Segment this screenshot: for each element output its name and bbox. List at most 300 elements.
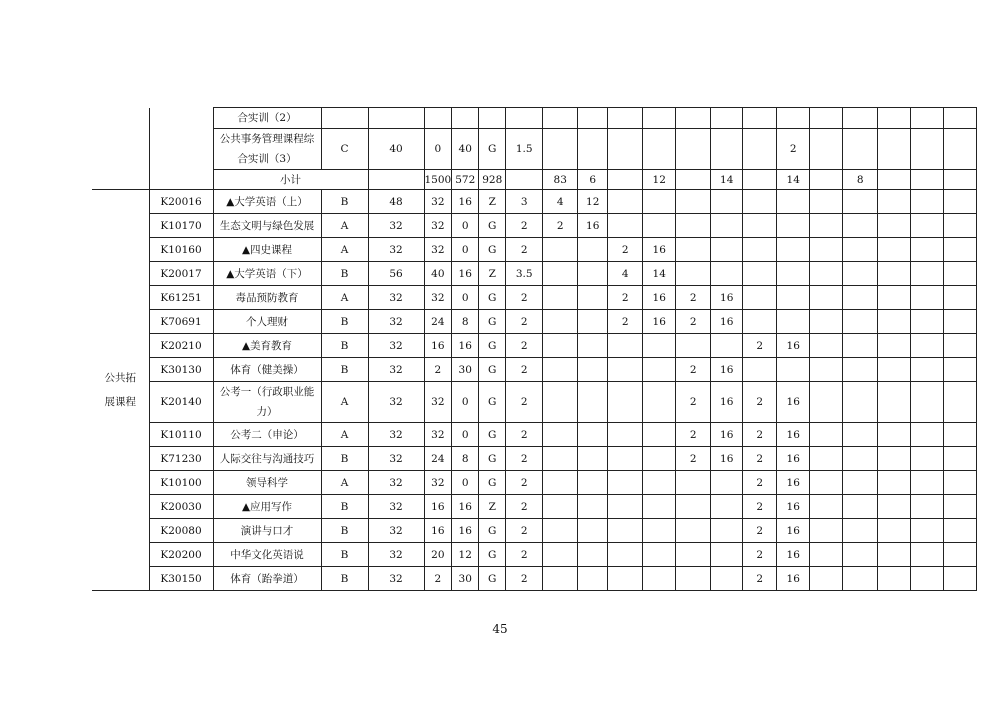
table-cell [810,423,843,447]
table-cell: 2 [777,129,810,170]
table-cell [643,334,676,358]
course-code-cell: K20016 [149,190,213,214]
table-cell: 2 [743,519,777,543]
subtotal-cell: 83 [543,170,578,190]
table-cell: 24 [424,310,452,334]
table-cell [608,334,643,358]
table-cell: 2 [676,423,711,447]
table-cell [643,108,676,129]
table-cell [878,238,911,262]
table-cell: 2 [506,286,543,310]
table-cell [643,567,676,591]
course-code-cell: K30130 [149,358,213,382]
table-cell: A [321,423,368,447]
table-cell: 8 [452,447,479,471]
course-name-cell: ▲美育教育 [213,334,321,358]
table-cell [368,108,424,129]
table-cell [911,190,944,214]
table-cell: 16 [711,447,743,471]
table-cell: 32 [424,382,452,423]
table-cell [878,286,911,310]
table-cell [608,108,643,129]
table-cell: G [479,238,506,262]
course-code-cell: K10110 [149,423,213,447]
subtotal-cell [878,170,911,190]
table-cell: 2 [506,214,543,238]
subtotal-cell [506,170,543,190]
table-cell [643,519,676,543]
table-cell [911,214,944,238]
course-name-cell: 毒品预防教育 [213,286,321,310]
table-cell [743,286,777,310]
table-cell: B [321,495,368,519]
table-cell: 2 [676,286,711,310]
table-cell [944,423,977,447]
course-name-cell: 领导科学 [213,471,321,495]
table-cell: 32 [368,214,424,238]
course-name-cell: 合实训（2） [213,108,321,129]
table-cell: 24 [424,447,452,471]
table-cell: 32 [368,447,424,471]
table-cell [578,471,608,495]
table-cell [452,108,479,129]
table-cell [911,495,944,519]
subtotal-cell: 14 [777,170,810,190]
table-cell: 32 [424,471,452,495]
subtotal-cell [810,170,843,190]
table-cell [543,238,578,262]
table-cell: 14 [643,262,676,286]
table-cell: 16 [777,334,810,358]
table-cell: 32 [368,310,424,334]
table-cell [911,108,944,129]
table-cell [810,190,843,214]
table-cell: 2 [608,310,643,334]
table-cell [578,129,608,170]
table-cell [911,423,944,447]
table-cell [878,214,911,238]
table-cell [843,334,878,358]
table-cell [810,310,843,334]
table-cell [911,334,944,358]
table-cell: G [479,543,506,567]
table-cell: 2 [506,495,543,519]
table-cell [843,262,878,286]
table-cell: G [479,447,506,471]
table-cell [643,495,676,519]
table-cell [810,214,843,238]
table-cell: 16 [711,423,743,447]
table-cell: 2 [743,447,777,471]
table-cell [777,190,810,214]
table-cell [911,519,944,543]
table-cell: 16 [777,567,810,591]
course-name-cell: 中华文化英语说 [213,543,321,567]
table-cell: G [479,358,506,382]
table-cell [578,334,608,358]
table-cell: 16 [777,423,810,447]
table-cell [810,262,843,286]
table-cell [911,471,944,495]
table-cell [608,129,643,170]
table-row [92,286,977,310]
table-cell: 16 [777,382,810,423]
table-cell [810,286,843,310]
table-row [92,447,977,471]
table-cell: 32 [368,471,424,495]
table-cell [911,286,944,310]
table-cell: 2 [676,358,711,382]
table-cell: 2 [743,543,777,567]
table-cell [878,447,911,471]
table-cell: B [321,262,368,286]
table-cell [711,214,743,238]
table-cell: Z [479,495,506,519]
page-number: 45 [492,622,508,636]
table-row [92,543,977,567]
table-cell [676,129,711,170]
subtotal-row [92,170,977,190]
table-cell: 16 [452,495,479,519]
table-row [92,262,977,286]
table-cell: 30 [452,567,479,591]
course-code-cell: K30150 [149,567,213,591]
table-cell [643,129,676,170]
table-cell [878,334,911,358]
table-cell [843,129,878,170]
table-cell: 16 [711,358,743,382]
table-cell: 2 [608,286,643,310]
table-cell [878,262,911,286]
table-cell: 4 [608,262,643,286]
table-cell: 32 [368,286,424,310]
table-cell [878,129,911,170]
table-cell [543,567,578,591]
course-plan-table [92,107,977,591]
table-cell [777,214,810,238]
course-name-cell: ▲四史课程 [213,238,321,262]
table-cell: 16 [643,238,676,262]
table-cell: 16 [578,214,608,238]
subtotal-cell: 6 [578,170,608,190]
table-cell [843,567,878,591]
table-cell: 0 [452,423,479,447]
table-cell: 16 [777,543,810,567]
table-cell: 2 [506,423,543,447]
table-cell: 2 [743,495,777,519]
table-cell: 32 [368,543,424,567]
table-row [92,495,977,519]
table-cell [810,108,843,129]
table-cell: 2 [506,447,543,471]
table-cell [643,423,676,447]
table-cell [911,262,944,286]
subtotal-cell [368,170,424,190]
table-cell [843,495,878,519]
table-cell: 20 [424,543,452,567]
table-cell [743,214,777,238]
course-code-cell: K70691 [149,310,213,334]
table-cell [944,543,977,567]
table-cell [643,543,676,567]
table-cell [878,108,911,129]
table-cell [843,310,878,334]
table-cell [777,286,810,310]
table-cell [711,262,743,286]
table-cell [711,543,743,567]
table-cell [944,471,977,495]
table-body [92,108,977,591]
table-cell [944,238,977,262]
table-cell: 2 [743,567,777,591]
table-cell [810,471,843,495]
table-cell: 2 [506,238,543,262]
table-row [92,567,977,591]
table-cell [810,447,843,471]
table-cell [810,334,843,358]
table-cell: 2 [676,382,711,423]
table-cell [911,543,944,567]
table-cell: 16 [711,310,743,334]
table-row [92,310,977,334]
table-cell: 0 [452,382,479,423]
table-cell [578,108,608,129]
table-cell [711,334,743,358]
table-cell: 2 [506,382,543,423]
table-cell [843,358,878,382]
table-cell [578,423,608,447]
table-cell [843,423,878,447]
table-cell [608,543,643,567]
table-cell: 16 [424,495,452,519]
table-row [92,129,977,170]
subtotal-cell: 928 [479,170,506,190]
table-cell: 56 [368,262,424,286]
table-cell: 2 [543,214,578,238]
table-cell [543,495,578,519]
table-cell [578,358,608,382]
course-name-cell: ▲大学英语（上） [213,190,321,214]
table-cell [944,382,977,423]
table-cell [911,567,944,591]
table-cell: 16 [711,286,743,310]
table-cell [578,286,608,310]
table-cell [608,423,643,447]
table-cell [676,214,711,238]
table-cell [878,382,911,423]
table-cell: A [321,286,368,310]
table-cell [843,190,878,214]
course-name-cell: ▲大学英语（下） [213,262,321,286]
table-cell: 40 [424,262,452,286]
table-cell [643,382,676,423]
table-cell: 32 [424,190,452,214]
table-cell [543,262,578,286]
table-cell: G [479,423,506,447]
table-cell [608,495,643,519]
table-cell: 2 [506,471,543,495]
course-code-cell: K20017 [149,262,213,286]
table-cell: 16 [452,334,479,358]
subtotal-cell: 572 [452,170,479,190]
table-cell: 32 [368,358,424,382]
table-cell [944,286,977,310]
table-cell: G [479,567,506,591]
table-cell [911,447,944,471]
table-row [92,108,977,129]
table-cell: 40 [368,129,424,170]
course-name-cell: ▲应用写作 [213,495,321,519]
table-cell: Z [479,190,506,214]
table-cell [944,447,977,471]
table-cell [878,495,911,519]
table-cell [944,214,977,238]
table-cell: 2 [506,334,543,358]
table-row [92,238,977,262]
table-cell [578,567,608,591]
table-cell [578,447,608,471]
table-cell: G [479,310,506,334]
table-cell [543,108,578,129]
table-cell [543,543,578,567]
table-cell: 0 [452,238,479,262]
table-cell [743,190,777,214]
table-cell [578,238,608,262]
subtotal-cell [608,170,643,190]
course-group-label: 公共拓展课程 [92,190,149,591]
table-cell [944,358,977,382]
table-cell: 2 [608,238,643,262]
table-cell: 2 [676,447,711,471]
course-name-cell: 生态文明与绿色发展 [213,214,321,238]
table-cell [543,334,578,358]
table-cell: 16 [777,519,810,543]
table-cell [944,567,977,591]
table-cell: 3 [506,190,543,214]
table-cell [777,310,810,334]
table-cell [643,358,676,382]
table-cell: G [479,214,506,238]
table-cell [843,447,878,471]
table-cell [543,519,578,543]
subtotal-cell [743,170,777,190]
table-cell [578,262,608,286]
table-cell [944,334,977,358]
table-cell [810,358,843,382]
table-cell: A [321,471,368,495]
table-cell: 16 [424,519,452,543]
table-cell: 16 [777,447,810,471]
table-cell: 32 [424,214,452,238]
table-cell: G [479,286,506,310]
table-row [92,382,977,423]
table-cell: 2 [506,543,543,567]
table-cell [608,382,643,423]
table-cell [810,519,843,543]
table-cell [676,108,711,129]
table-cell: B [321,358,368,382]
table-cell [944,310,977,334]
course-name-cell: 公考一（行政职业能力） [213,382,321,423]
table-cell: G [479,334,506,358]
table-cell [878,543,911,567]
table-cell: 32 [368,334,424,358]
table-cell [608,567,643,591]
table-cell [643,471,676,495]
subtotal-label: 小计 [213,170,368,190]
table-cell: 2 [676,310,711,334]
table-row [92,423,977,447]
table-row [92,190,977,214]
table-cell [878,471,911,495]
table-cell: A [321,238,368,262]
table-cell: 0 [452,214,479,238]
table-row [92,358,977,382]
table-cell [911,238,944,262]
table-cell: 12 [578,190,608,214]
table-cell: G [479,471,506,495]
table-cell [711,238,743,262]
table-cell [608,519,643,543]
table-cell [944,108,977,129]
table-cell [843,471,878,495]
table-cell: B [321,310,368,334]
table-cell: 16 [452,190,479,214]
table-cell [424,108,452,129]
table-cell: A [321,214,368,238]
table-cell [578,519,608,543]
course-code-cell: K10170 [149,214,213,238]
table-cell [878,358,911,382]
table-cell: A [321,382,368,423]
table-cell: 16 [452,262,479,286]
code-cell-previous [149,108,213,190]
table-cell: B [321,519,368,543]
table-cell [810,129,843,170]
table-cell: 16 [424,334,452,358]
group-cell-previous [92,108,149,190]
table-cell: 48 [368,190,424,214]
course-code-cell: K10100 [149,471,213,495]
table-cell: 40 [452,129,479,170]
table-cell [777,108,810,129]
table-cell [643,190,676,214]
table-cell [676,567,711,591]
table-cell [543,310,578,334]
course-code-cell: K20030 [149,495,213,519]
table-cell [643,447,676,471]
table-cell [944,519,977,543]
table-cell: 32 [368,519,424,543]
table-cell [676,543,711,567]
table-cell [743,108,777,129]
table-cell [878,519,911,543]
table-cell: G [479,129,506,170]
table-cell [843,519,878,543]
table-cell [777,262,810,286]
table-cell [608,190,643,214]
table-cell: 0 [424,129,452,170]
table-cell [878,423,911,447]
table-cell: 32 [368,495,424,519]
table-cell: 2 [743,423,777,447]
course-code-cell: K71230 [149,447,213,471]
table-cell [777,238,810,262]
table-cell [878,310,911,334]
table-cell: 2 [506,519,543,543]
table-cell: 32 [368,567,424,591]
table-cell [944,262,977,286]
